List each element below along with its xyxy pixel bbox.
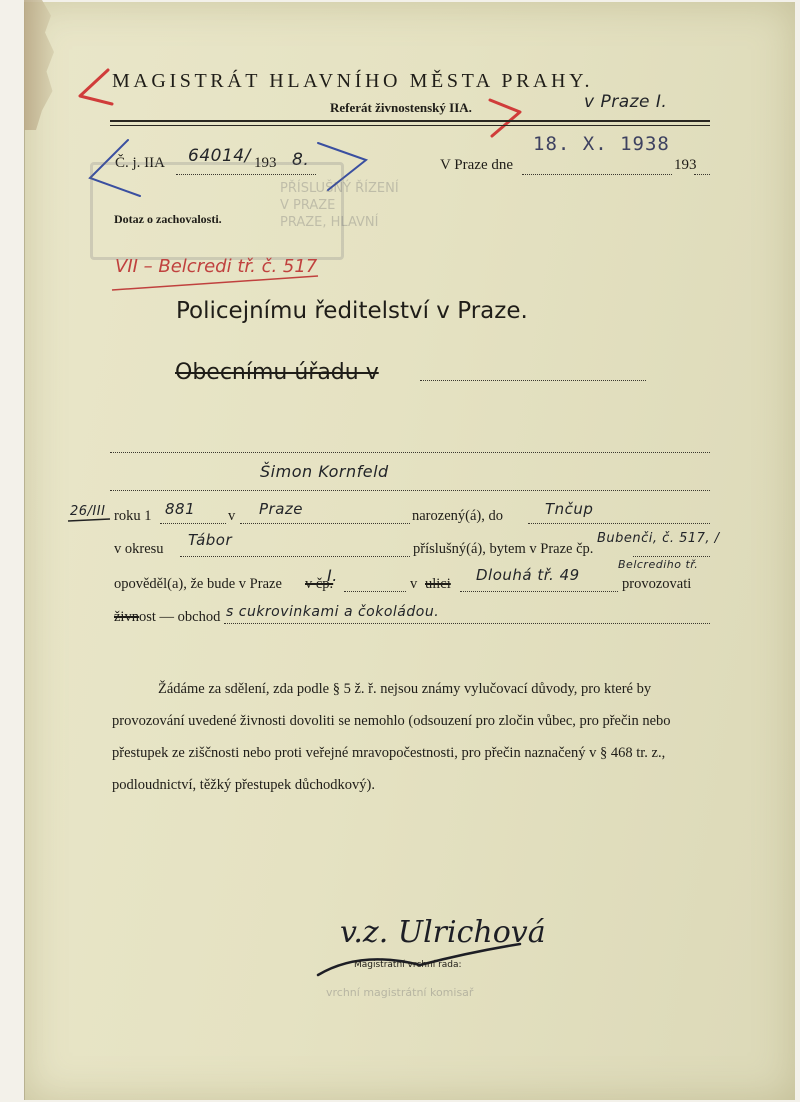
praha-dotted-line bbox=[344, 591, 406, 592]
trade-dotted-line bbox=[224, 623, 710, 624]
year-dotted-line bbox=[160, 523, 226, 524]
signature-caption: Magistrátní vrchní rada: bbox=[354, 960, 462, 970]
reference-number: 64014/ bbox=[188, 146, 251, 166]
label-year: roku 1 bbox=[114, 508, 152, 524]
label-trade-rest: ost — obchod bbox=[138, 609, 221, 625]
reference-label: Č. j. IIA bbox=[115, 155, 165, 171]
label-trade-struck: živn bbox=[114, 609, 139, 625]
residence-street: Belcrediho tř. bbox=[618, 558, 699, 571]
praha-district: I. bbox=[327, 566, 338, 585]
street-dotted-line bbox=[460, 591, 618, 592]
applicant-name: Šimon Kornfeld bbox=[260, 462, 389, 481]
birth-year: 881 bbox=[165, 500, 196, 518]
recipient-dotted-line bbox=[420, 380, 646, 381]
header-rule bbox=[110, 120, 710, 122]
red-underline-mark bbox=[112, 276, 318, 290]
trade-description: s cukrovinkami a čokoládou. bbox=[226, 604, 440, 620]
header-subtitle: Referát živnostenský IIA. bbox=[330, 100, 472, 115]
query-label: Dotaz o zachovalosti. bbox=[114, 212, 222, 226]
date-label: V Praze dne bbox=[440, 157, 514, 173]
label-district: v okresu bbox=[114, 541, 164, 557]
born-dotted-line bbox=[528, 523, 710, 524]
red-arrow-mark bbox=[490, 100, 520, 136]
red-corner-mark bbox=[80, 70, 112, 104]
faded-stamp-text: PŘÍSLUŠNÝ ŘÍZENÍ V PRAZE PRAZE, HLAVNÍ bbox=[280, 181, 399, 230]
district-dotted-line bbox=[180, 556, 410, 557]
label-trade bbox=[114, 609, 220, 626]
residence-address: Bubenči, č. 517, / bbox=[597, 531, 720, 546]
signature-stamp: vrchní magistrátní komisař bbox=[326, 986, 474, 999]
header-rule-thin bbox=[110, 125, 710, 126]
paragraph-line: Žádáme za sdělení, zda podle § 5 ž. ř. nejsou známy vylučovací důvody, pro které by bbox=[158, 681, 652, 697]
reference-year-prefix: 193 bbox=[254, 155, 277, 171]
handwritten-place: v Praze I. bbox=[584, 92, 668, 112]
label-street: v bbox=[410, 576, 418, 592]
label-street-struck: ulici bbox=[425, 576, 451, 592]
birth-place: Praze bbox=[259, 500, 304, 518]
blank-dotted-line bbox=[110, 452, 710, 453]
request-paragraph bbox=[112, 673, 712, 801]
received-date-stamp: 18. X. 1938 bbox=[533, 133, 670, 155]
paragraph-line: podloudnictví, těžký přestupek důchodkový). bbox=[112, 777, 375, 793]
recipient-police: Policejnímu ředitelství v Praze. bbox=[176, 298, 528, 324]
street: Dlouhá tř. 49 bbox=[476, 566, 580, 584]
birth-date: 26/III bbox=[70, 504, 106, 519]
label-operate: provozovati bbox=[622, 576, 692, 592]
valid-from: Tnčup bbox=[545, 500, 594, 518]
recipient-municipal-struck: Obecnímu úřadu v bbox=[175, 360, 379, 385]
date-year-dotted-line bbox=[694, 174, 710, 175]
paragraph-line: provozování uvedené živnosti dovoliti se nemohlo (odsouzení pro zločin vůbec, pro přečin nebo bbox=[112, 713, 671, 729]
reference-year-suffix: 8. bbox=[292, 150, 310, 170]
date-dotted-line bbox=[522, 174, 672, 175]
header-title: MAGISTRÁT HLAVNÍHO MĚSTA PRAHY. bbox=[112, 70, 594, 92]
label-born: narozený(á), do bbox=[412, 508, 503, 524]
birth-date-underline bbox=[68, 519, 110, 521]
label-residence: příslušný(á), bytem v Praze čp. bbox=[413, 541, 594, 557]
label-cp-struck: v čp. bbox=[305, 576, 334, 592]
label-in: v bbox=[228, 508, 236, 524]
date-year: 193 bbox=[674, 157, 697, 173]
birthplace-dotted-line bbox=[240, 523, 410, 524]
red-handwritten-note: VII – Belcredi tř. č. 517 bbox=[115, 256, 318, 277]
district: Tábor bbox=[188, 531, 233, 549]
label-declared: opověděl(a), že bude v Praze bbox=[114, 576, 282, 592]
handwritten-signature: v.z. Ulrichová bbox=[340, 915, 546, 950]
paragraph-line: přestupek ze ziščnosti nebo proti veřejné mravopočestnosti, pro přečin naznačený v § 468 tr. z., bbox=[112, 745, 666, 761]
residence-dotted-line bbox=[633, 556, 710, 557]
name-dotted-line bbox=[110, 490, 710, 491]
